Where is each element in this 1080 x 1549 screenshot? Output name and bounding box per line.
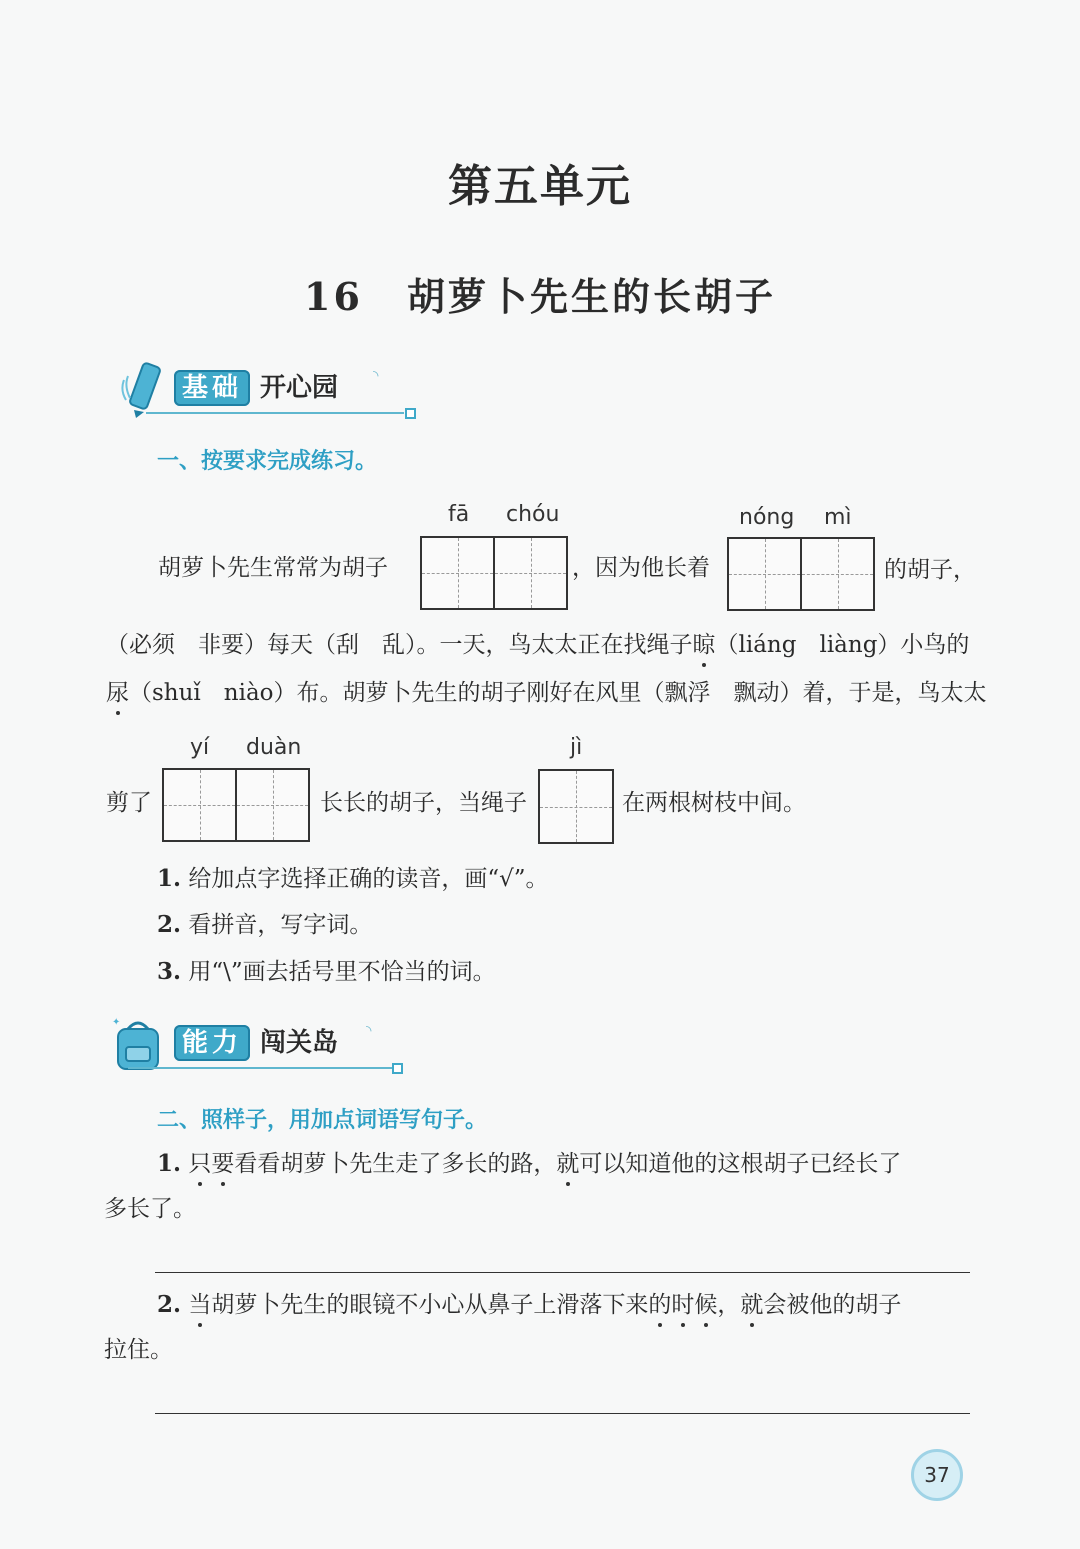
pinyin: mì bbox=[824, 505, 852, 530]
sub-question: 2. 看拼音，写字词。 bbox=[157, 911, 373, 938]
pinyin: nóng bbox=[739, 505, 795, 530]
sub-question: 1. 给加点字选择正确的读音，画“√”。 bbox=[157, 865, 549, 892]
svg-text:✦: ✦ bbox=[112, 1017, 121, 1028]
dotted-char: 尿 bbox=[106, 680, 129, 706]
writing-grid[interactable] bbox=[162, 768, 310, 842]
pinyin: chóu bbox=[506, 502, 560, 527]
answer-line[interactable] bbox=[155, 1272, 970, 1273]
sentence-continuation: 多长了。 bbox=[104, 1196, 196, 1222]
text-line: 长长的胡子，当绳子 bbox=[320, 790, 527, 816]
square-icon bbox=[392, 1063, 403, 1074]
page-number: 37 bbox=[911, 1449, 963, 1501]
dotted-char: 晾 bbox=[692, 632, 716, 658]
pinyin: jì bbox=[570, 735, 583, 760]
lesson-name: 胡萝卜先生的长胡子 bbox=[406, 274, 776, 319]
unit-title: 第五单元 bbox=[448, 161, 632, 212]
writing-grid[interactable] bbox=[420, 536, 568, 610]
pinyin: yí bbox=[190, 735, 210, 760]
text-line: 胡萝卜先生常常为胡子 bbox=[158, 555, 388, 581]
square-icon bbox=[405, 408, 416, 419]
section-name: 开心园 bbox=[260, 373, 339, 403]
question-heading: 一、按要求完成练习。 bbox=[157, 449, 378, 474]
section-name: 闯关岛 bbox=[260, 1028, 339, 1058]
text-line: （必须 非要）每天（刮 乱）。一天，鸟太太正在找绳子晾（liáng liàng）小鸟的 bbox=[106, 632, 970, 658]
pinyin: fā bbox=[448, 502, 470, 527]
writing-grid[interactable] bbox=[727, 537, 875, 611]
text-line: 在两根树枝中间。 bbox=[622, 790, 806, 816]
writing-grid[interactable] bbox=[538, 769, 614, 844]
lesson-number: 16 bbox=[304, 274, 363, 319]
section-ability-header bbox=[108, 1015, 418, 1075]
sentence-item: 1. 只要看看胡萝卜先生走了多长的路，就可以知道他的这根胡子已经长了 bbox=[157, 1150, 902, 1177]
signal-icon: ◝ bbox=[373, 368, 379, 384]
pinyin: duàn bbox=[246, 735, 302, 760]
sentence-item: 2. 当胡萝卜先生的眼镜不小心从鼻子上滑落下来的时候，就会被他的胡子 bbox=[157, 1291, 902, 1318]
text-line: 剪了 bbox=[106, 790, 152, 816]
section-badge: 能力 bbox=[174, 1025, 250, 1061]
section-underline bbox=[128, 1067, 392, 1069]
text-line: 尿（shuǐ niào）布。胡萝卜先生的胡子刚好在风里（飘浮 飘动）着，于是，鸟太太 bbox=[106, 680, 987, 706]
section-underline bbox=[146, 412, 404, 414]
backpack-icon bbox=[108, 1015, 164, 1073]
question-heading: 二、照样子，用加点词语写句子。 bbox=[157, 1108, 488, 1133]
signal-icon: ◝ bbox=[366, 1023, 372, 1039]
sub-question: 3. 用“\”画去括号里不恰当的词。 bbox=[157, 958, 496, 985]
pencil-icon bbox=[118, 360, 174, 418]
answer-line[interactable] bbox=[155, 1413, 970, 1414]
text-line: 的胡子， bbox=[884, 557, 976, 583]
lesson-title bbox=[0, 266, 1080, 321]
text-line: ，因为他长着 bbox=[572, 555, 710, 581]
section-basic-header bbox=[118, 360, 418, 420]
sentence-continuation: 拉住。 bbox=[104, 1337, 173, 1363]
section-badge: 基础 bbox=[174, 370, 250, 406]
